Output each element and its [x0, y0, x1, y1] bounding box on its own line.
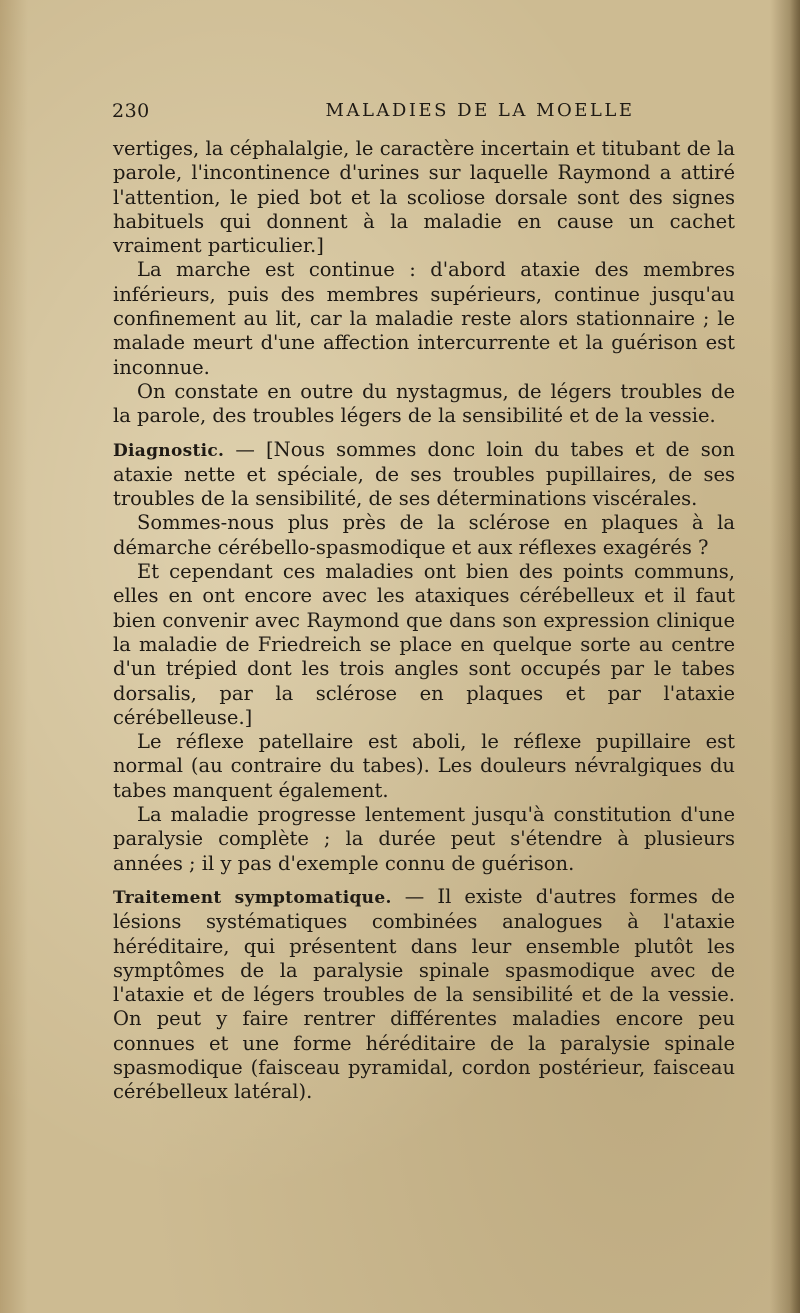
- heading-traitement: Traitement symptomatique.: [113, 887, 392, 908]
- paragraph-diagnostic: [113, 438, 735, 512]
- body-text: [113, 137, 735, 1105]
- page-header: [110, 100, 735, 126]
- paragraph-continuation: vertiges, la céphalalgie, le caractère incertain et titubant de la parole, l'incontinence d'urines sur laquelle Raymond a attiré l'attention, le pied bot et la scoliose dorsale sont des signes habituels qui donnent à la maladie en cause un cachet vraiment particulier.]: [113, 137, 735, 258]
- diagnostic-text: — [Nous sommes donc loin du tabes et de son ataxie nette et spéciale, de ses troubles pupillaires, de ses troubles de la sensibilité, de ses déterminations viscérales.: [113, 437, 735, 511]
- paragraph-traitement: [113, 885, 735, 1105]
- paragraph-reflexe: Le réflexe patellaire est aboli, le réflexe pupillaire est normal (au contraire du tabes). Les douleurs névralgiques du tabes manquent également.: [113, 730, 735, 802]
- paragraph-sclerose: Sommes-nous plus près de la sclérose en plaques à la démarche cérébello-spasmodique et aux réflexes exagérés ?: [113, 511, 735, 559]
- paragraph-cependant: Et cependant ces maladies ont bien des points communs, elles en ont encore avec les ataxiques cérébelleux et il faut bien convenir avec Raymond que dans son expression clinique la maladie de Friedreich se place en quelque sorte au centre d'un trépied dont les trois angles sont occupés par le tabes dorsalis, par la sclérose en plaques et par l'ataxie cérébelleuse.]: [113, 560, 735, 729]
- running-title: MALADIES DE LA MOELLE: [325, 100, 635, 121]
- paragraph-marche: La marche est continue : d'abord ataxie des membres inférieurs, puis des membres supérieurs, continue jusqu'au confinement au lit, car la maladie reste alors stationnaire ; le malade meurt d'une affection intercurrente et la guérison est inconnue.: [113, 258, 735, 379]
- paragraph-nystagmus: On constate en outre du nystagmus, de légers troubles de la parole, des troubles légers de la sensibilité et de la vessie.: [113, 379, 735, 428]
- paragraph-progresse: La maladie progresse lentement jusqu'à constitution d'une paralysie complète ; la durée peut s'étendre à plusieurs années ; il y pas d'exemple connu de guérison.: [113, 803, 735, 875]
- page-number: 230: [112, 100, 150, 122]
- heading-diagnostic: Diagnostic.: [113, 440, 225, 461]
- traitement-text: — Il existe d'autres formes de lésions systématiques combinées analogues à l'ataxie héréditaire, qui présentent dans leur ensemble plutôt les symptômes de la paralysie spinale spasmodique avec de l'ataxie et de légers troubles de la sensibilité et de la vessie. On peut y faire rentrer différentes maladies encore peu connues et une forme héréditaire de la paralysie spinale spasmodique (faisceau pyramidal, cordon postérieur, faisceau cérébelleux latéral).: [113, 884, 735, 1104]
- page-edge-shadow: [790, 0, 800, 1313]
